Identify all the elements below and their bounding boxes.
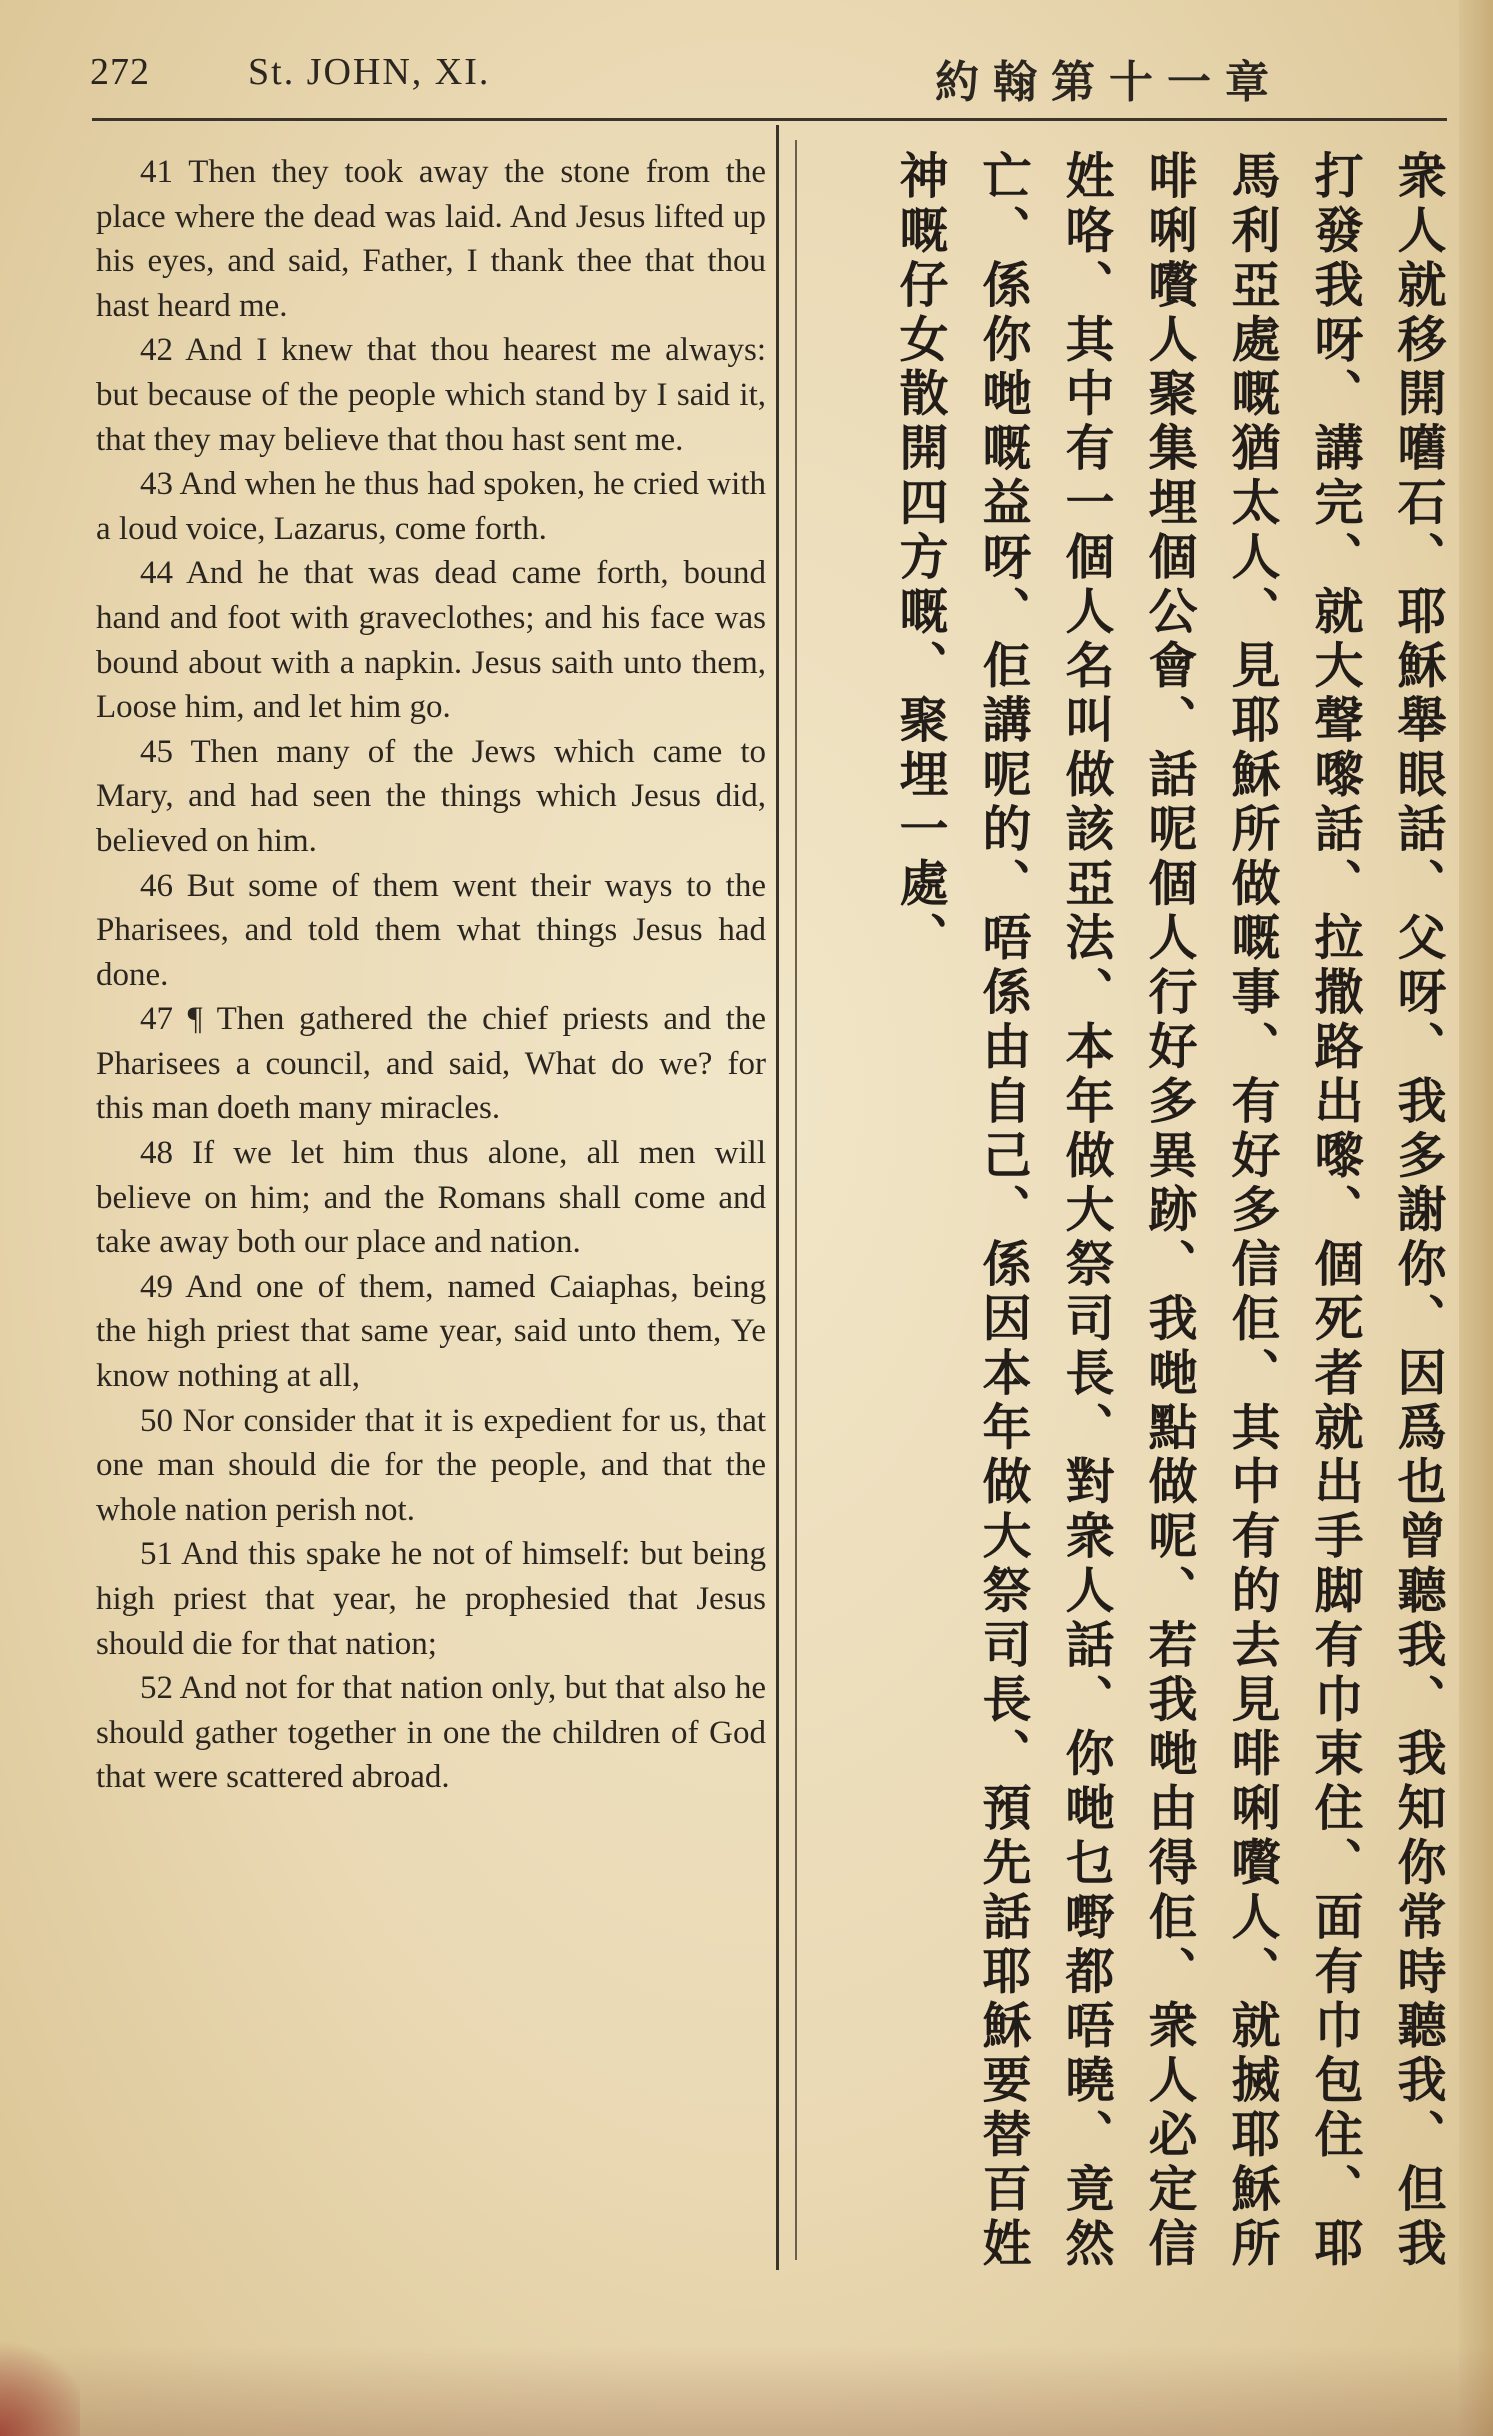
verse-text: And one of them, named Caiaphas, being the high priest that same year, said unto them, Ye know nothing at all, bbox=[96, 1268, 766, 1395]
verse-46 bbox=[96, 864, 766, 998]
english-text-column bbox=[96, 150, 766, 1800]
chinese-column: 亡、係你哋嘅益呀、佢講呢的、唔係由自己、係因本年做大祭司長、預先話耶穌要替百姓 bbox=[975, 150, 1032, 2272]
chinese-column: 啡唎嚽人聚集埋個公會、話呢個人行好多異跡、我哋點做呢、若我哋由得佢、衆人必定信 bbox=[1141, 150, 1198, 2272]
verse-text: But some of them went their ways to the Pharisees, and told them what things Jesus had done. bbox=[96, 867, 766, 993]
chinese-column: 馬利亞處嘅猶太人、見耶穌所做嘅事、有好多信佢、其中有的去見啡唎嚽人、就搣耶穌所 bbox=[1224, 150, 1281, 2272]
chinese-column: 神嘅仔女散開四方嘅、聚埋一處、 bbox=[892, 150, 949, 966]
verse-number: 51 bbox=[140, 1536, 173, 1573]
verse-47 bbox=[96, 997, 766, 1131]
running-title: St. JOHN, XI. bbox=[248, 51, 491, 93]
page-header bbox=[0, 50, 1460, 120]
verse-text: And he that was dead came forth, bound hand and foot with graveclothes; and his face was bound about with a napkin. Jesus saith unto them, Loose him, and let him go. bbox=[96, 555, 766, 726]
verse-42 bbox=[96, 328, 766, 462]
verse-number: 42 bbox=[140, 332, 173, 369]
verse-number: 44 bbox=[140, 555, 173, 592]
verse-text: And not for that nation only, but that also he should gather together in one the children of God that were scattered abroad. bbox=[96, 1670, 766, 1796]
verse-number: 52 bbox=[140, 1670, 173, 1707]
verse-number: 50 bbox=[140, 1402, 173, 1439]
page-number: 272 bbox=[90, 51, 150, 93]
header-rule bbox=[92, 118, 1447, 121]
verse-text: ¶ Then gathered the chief priests and the Pharisees a council, and said, What do we? for this man doeth many miracles. bbox=[96, 1001, 766, 1127]
verse-text: And when he thus had spoken, he cried with a loud voice, Lazarus, come forth. bbox=[96, 466, 767, 547]
chinese-column: 姓咯、其中有一個人名叫做該亞法、本年做大祭司長、對衆人話、你哋乜嘢都唔曉、竟然 bbox=[1058, 150, 1115, 2272]
verse-number: 48 bbox=[140, 1135, 173, 1172]
verse-text: Nor consider that it is expedient for us, that one man should die for the people, and that the whole nation perish not. bbox=[96, 1402, 767, 1528]
verse-text: If we let him thus alone, all men will believe on him; and the Romans shall come and take away both our place and nation. bbox=[96, 1135, 767, 1261]
page-bottom-shadow bbox=[0, 2346, 1493, 2436]
verse-text: Then they took away the stone from the place where the dead was laid. And Jesus lifted up his eyes, and said, Father, I thank thee that thou hast heard me. bbox=[96, 154, 766, 324]
verse-45 bbox=[96, 730, 766, 864]
chinese-column: 打發我呀、講完、就大聲嚟話、拉撒路出嚟、個死者就出手脚有巾束住、面有巾包住、耶 bbox=[1307, 150, 1364, 2272]
chinese-text-area bbox=[800, 150, 1460, 2290]
page-corner-stain bbox=[0, 2326, 80, 2436]
verse-43 bbox=[96, 462, 766, 551]
chinese-column: 衆人就移開嚿石、耶穌舉眼話、父呀、我多謝你、因爲也曾聽我、我知你常時聽我、但我 bbox=[1390, 150, 1447, 2272]
verse-text: Then many of the Jews which came to Mary, and had seen the things which Jesus did, believed on him. bbox=[96, 733, 767, 859]
page-edge bbox=[1459, 0, 1493, 2436]
verse-number: 41 bbox=[140, 154, 173, 190]
verse-49 bbox=[96, 1265, 766, 1399]
verse-50 bbox=[96, 1399, 766, 1533]
verse-number: 49 bbox=[140, 1268, 173, 1305]
verse-52 bbox=[96, 1666, 766, 1800]
verse-44 bbox=[96, 551, 766, 729]
chinese-chapter-title: 約翰第十一章 bbox=[935, 57, 1283, 108]
verse-51 bbox=[96, 1532, 766, 1666]
verse-number: 43 bbox=[140, 466, 173, 503]
verse-text: And this spake he not of himself: but being high priest that year, he prophesied that Jesus should die for that nation; bbox=[96, 1536, 766, 1662]
verse-number: 45 bbox=[140, 733, 173, 770]
column-divider-thin bbox=[795, 140, 797, 2260]
verse-number: 47 bbox=[140, 1001, 173, 1038]
verse-number: 46 bbox=[140, 867, 173, 904]
verse-48 bbox=[96, 1131, 766, 1265]
verse-text: And I knew that thou hearest me always: but because of the people which stand by I said it, that they may believe that thou hast sent me. bbox=[96, 332, 766, 458]
verse-41 bbox=[96, 150, 766, 328]
column-divider bbox=[776, 125, 779, 2270]
